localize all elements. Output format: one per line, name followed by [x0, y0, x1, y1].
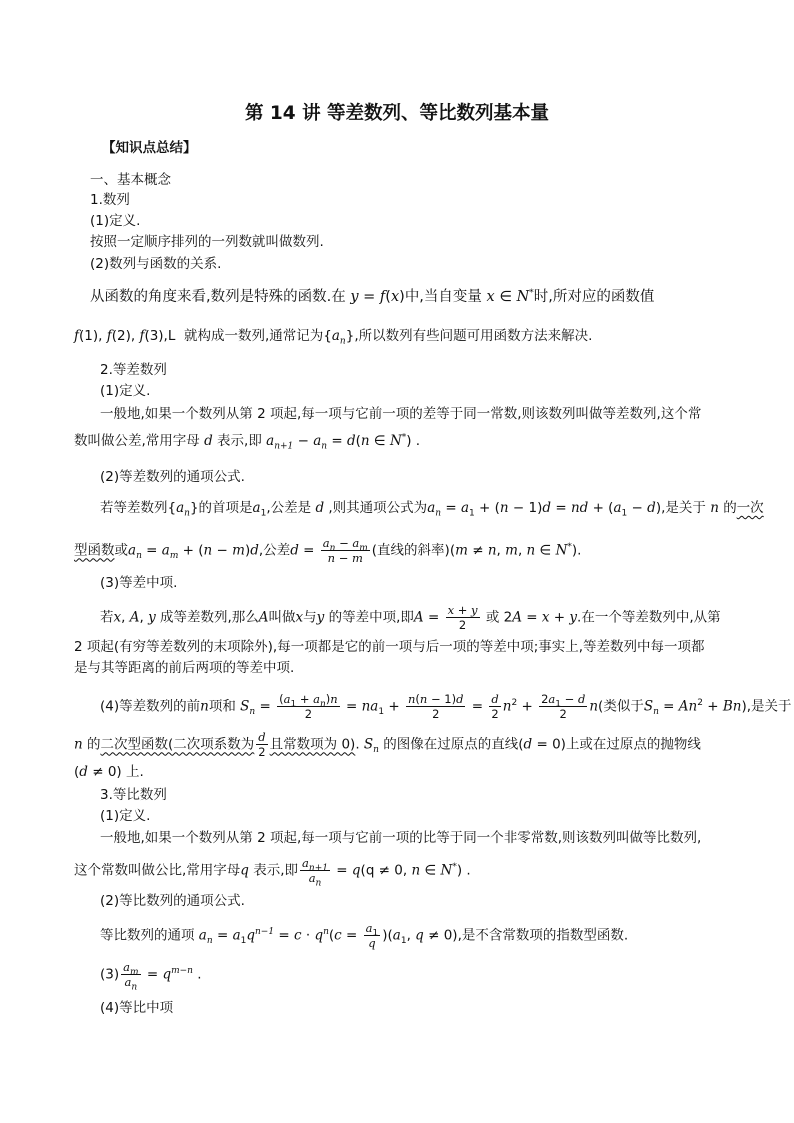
heading-sequence-function: (2)数列与函数的关系. [90, 256, 222, 272]
text-arithmetic-sum-1: (4)等差数列的前n项和 $S_n$ = $\frac{(a_1 + a_n)n}{2}$ = $na_1$ + $\frac{n(n - 1)d}{2}$ = $\frac{d}{2}$ $n^2$ + $\frac{2a_1 - d}{2}$ n(类似于$S_n = An^2 + Bn$),是关于 [100, 692, 792, 721]
text-arithmetic-sum-2: n 的二次型函数(二次项系数为 $\frac{d}{2}$ 且常数项为 0). $S_n$ 的图像在过原点的直线(d = 0)上或在过原点的抛物线 [74, 730, 701, 759]
text-arithmetic-sum-3: (d ≠ 0) 上. [74, 764, 144, 780]
text-geometric-definition-1: 一般地,如果一个数列从第 2 项起,每一项与它前一项的比等于同一个非零常数,则该数列叫做等比数列, [100, 830, 702, 846]
heading-arithmetic-general-term: (2)等差数列的通项公式. [100, 469, 245, 485]
text-arithmetic-mean-1: 若x, A, y 成等差数列,那么A叫做x与y 的等差中项,即A = $\frac{x + y}{2}$ 或 2A = x + y.在一个等差数列中,从第 [100, 603, 721, 632]
text-general-term-formula: 若等差数列$\{a_n\}$的首项是$a_1$,公差是 d ,则其通项公式为$a_n = a_1 + (n - 1)d$ = nd + $(a_1 - d)$,是关于 n 的一次 [100, 500, 764, 519]
heading-arithmetic-definition: (1)定义. [100, 383, 151, 399]
text-geometric-definition-2: 这个常数叫做公比,常用字母q 表示,即 $\frac{a_{n+1}}{a_n}$ = q(q ≠ 0, n ∈ N*) . [74, 856, 471, 889]
heading-sequence: 1.数列 [90, 192, 130, 208]
text-geometric-general-term: 等比数列的通项 $a_n = a_1q^{n-1} = c \cdot q^n(c$ = $\frac{a_1}{q}$ )($a_1$, q ≠ 0),是不含常数项的指数型函数. [100, 921, 629, 950]
text-arithmetic-definition-1: 一般地,如果一个数列从第 2 项起,每一项与它前一项的差等于同一常数,则该数列叫做等差数列,这个常 [100, 406, 702, 422]
heading-arithmetic-mean: (3)等差中项. [100, 575, 178, 591]
heading-definition: (1)定义. [90, 213, 141, 229]
page-title: 第 14 讲 等差数列、等比数列基本量 [244, 103, 550, 124]
heading-geometric: 3.等比数列 [100, 787, 167, 803]
text-general-term-variant: 型函数或$a_n = a_m + (n - m)d$,公差d = $\frac{a_n - a_m}{n - m}$ (直线的斜率)(m ≠ n, m, n ∈ N*). [74, 536, 582, 565]
text-arithmetic-mean-2: 2 项起(有穷等差数列的末项除外),每一项都是它的前一项与后一项的等差中项;事实上,等差数列中每一项都 [74, 639, 705, 655]
heading-geometric-definition: (1)定义. [100, 808, 151, 824]
text-arithmetic-definition-2: 数叫做公差,常用字母 d 表示,即 $a_{n+1} - a_n = d(n$ ∈ N*) . [74, 432, 421, 452]
paragraph-function-values: f(1), f(2), f(3),L 就构成一数列,通常记为$\{a_n\}$,所以数列有些问题可用函数方法来解决. [74, 328, 593, 347]
heading-geometric-general-term: (2)等比数列的通项公式. [100, 893, 245, 909]
heading-geometric-mean: (4)等比中项 [100, 1000, 174, 1016]
heading-arithmetic: 2.等差数列 [100, 362, 167, 378]
text-arithmetic-mean-3: 是与其等距离的前后两项的等差中项. [74, 660, 295, 676]
paragraph-function-view: 从函数的角度来看,数列是特殊的函数.在 y = f(x)中,当自变量 x ∈ N*时,所对应的函数值 [90, 288, 655, 305]
summary-heading: 【知识点总结】 [102, 140, 197, 156]
section-basic-concepts: 一、基本概念 [90, 172, 171, 188]
text-sequence-definition: 按照一定顺序排列的一列数就叫做数列. [90, 234, 324, 250]
text-geometric-ratio: (3) $\frac{a_m}{a_n}$ = $q^{m-n}$ . [100, 960, 202, 993]
